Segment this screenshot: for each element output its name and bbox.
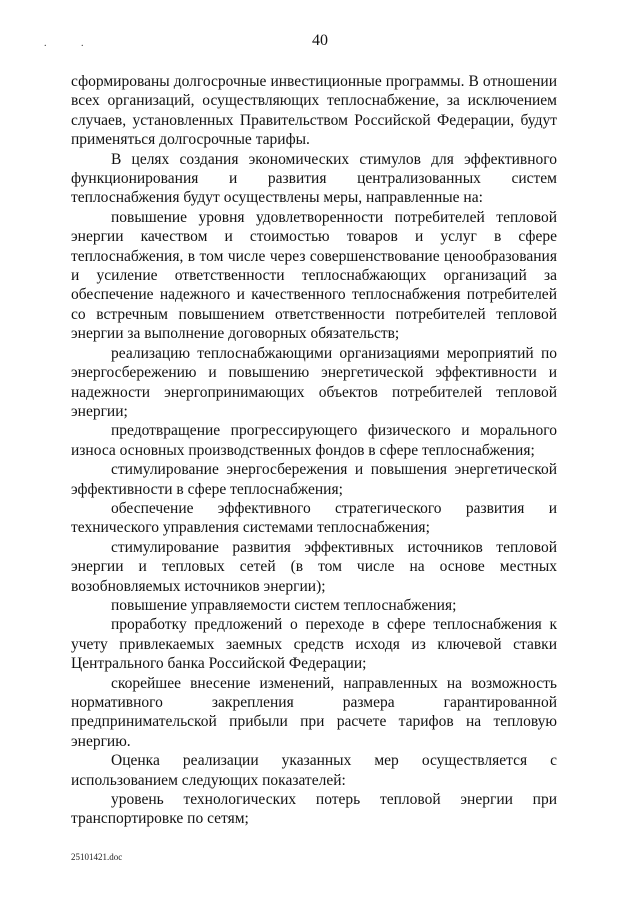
paragraph: скорейшее внесение изменений, направленных на возможность нормативного закрепления размера гарантированной предпринимательской прибыли при расчете тарифов на тепловую энергию.	[71, 674, 557, 750]
page-number: 40	[312, 32, 328, 49]
paragraph: сформированы долгосрочные инвестиционные программы. В отношении всех организаций, осуществляющих теплоснабжение, за исключением случаев, установленных Правительством Российской Федерации, будут применяться долгосрочные тарифы.	[71, 73, 557, 149]
paragraph: стимулирование развития эффективных источников тепловой энергии и тепловых сетей (в том числе на основе местных возобновляемых источников энергии);	[71, 538, 557, 595]
paragraph: проработку предложений о переходе в сфере теплоснабжения к учету привлекаемых заемных средств исходя из ключевой ставки Центрального банка Российской Федерации;	[71, 616, 557, 673]
corner-marks: . .	[44, 38, 100, 49]
footer-filename: 25101421.doc	[71, 852, 123, 862]
paragraph: стимулирование энергосбережения и повышения энергетической эффективности в сфере теплоснабжения;	[71, 461, 557, 498]
paragraph: повышение уровня удовлетворенности потребителей тепловой энергии качеством и стоимостью товаров и услуг в сфере теплоснабжения, в том числе через совершенствование ценообразования и усиление ответственности теплоснабжающих организаций за обеспечение надежного и качественного теплоснабжения потребителей со встречным повышением ответственности потребителей тепловой энергии за выполнение договорных обязательств;	[71, 208, 557, 343]
paragraph: обеспечение эффективного стратегического развития и технического управления системами теплоснабжения;	[71, 499, 557, 537]
paragraph: реализацию теплоснабжающими организациями мероприятий по энергосбережению и повышению энергетической эффективности и надежности энергопринимающих объектов потребителей тепловой энергии;	[71, 344, 557, 420]
paragraph: Оценка реализации указанных мер осуществляется с использованием следующих показателей:	[71, 752, 557, 789]
paragraph: уровень технологических потерь тепловой энергии при транспортировке по сетям;	[71, 791, 557, 828]
paragraph: предотвращение прогрессирующего физического и морального износа основных производственных фондов в сфере теплоснабжения;	[71, 422, 557, 459]
document-body	[71, 72, 557, 829]
paragraph: повышение управляемости систем теплоснабжения;	[111, 596, 457, 614]
paragraph: В целях создания экономических стимулов для эффективного функционирования и развития централизованных систем теплоснабжения будут осуществлены меры, направленные на:	[71, 150, 557, 207]
